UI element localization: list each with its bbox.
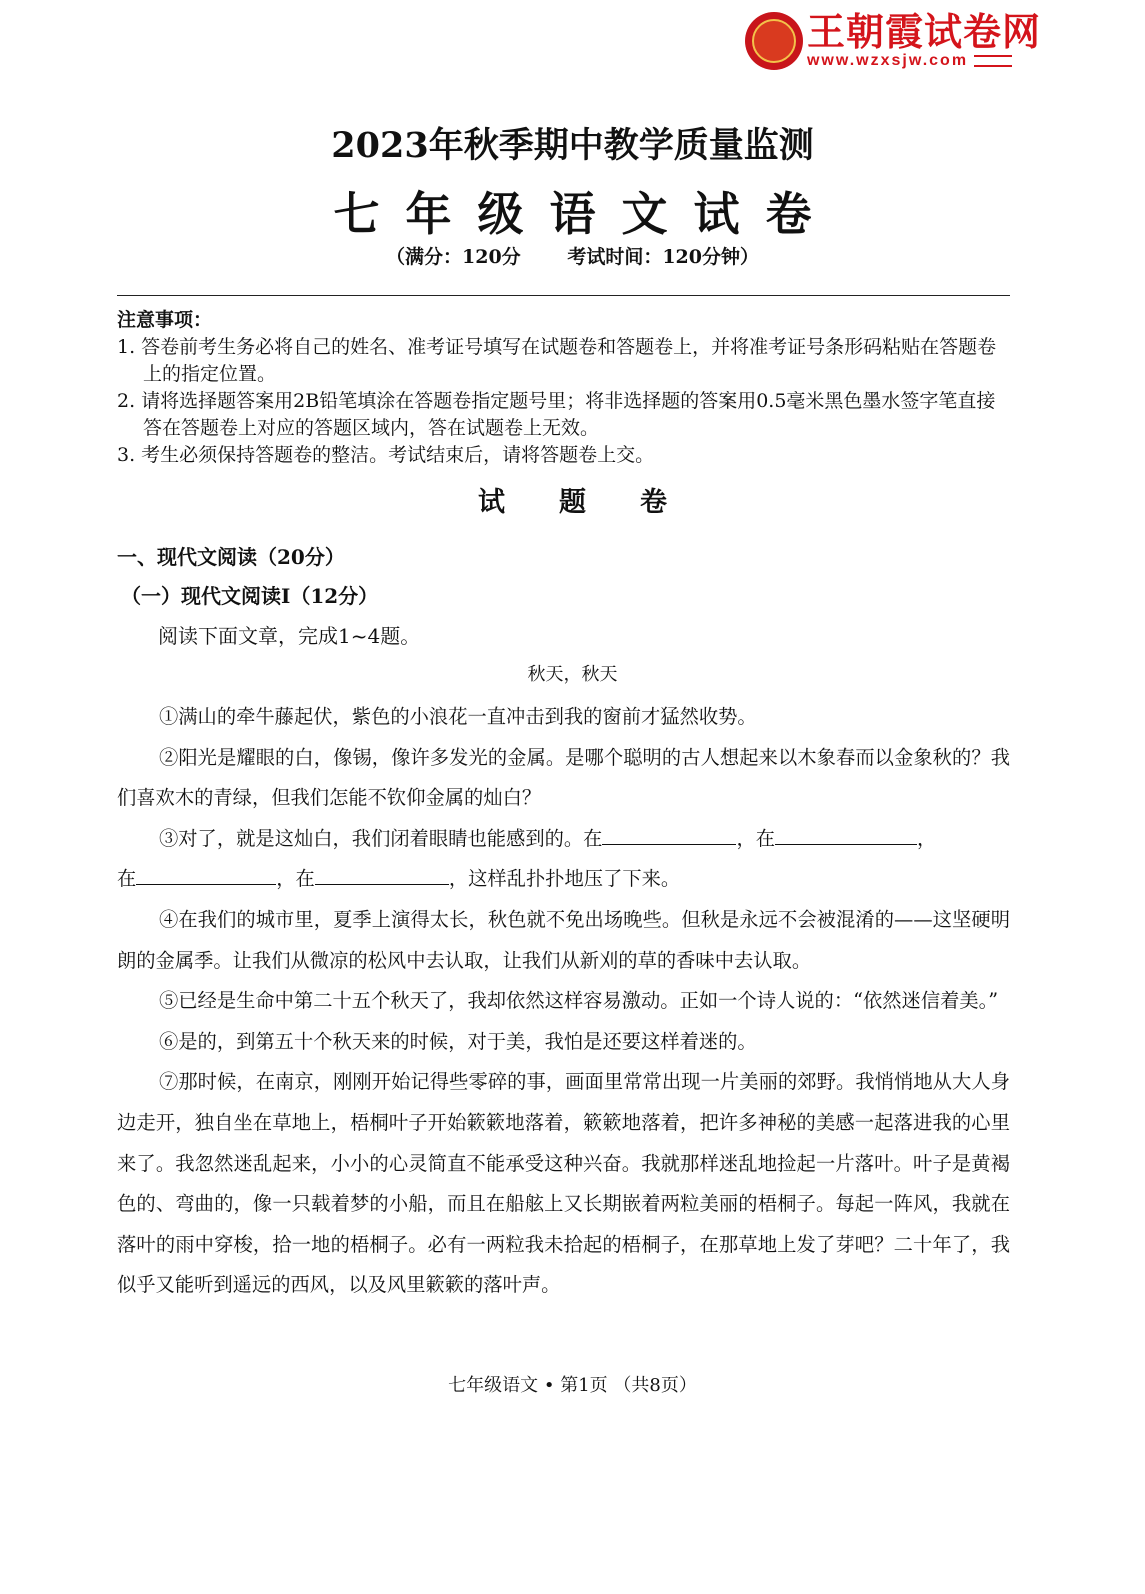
logo-seal-icon xyxy=(745,12,803,70)
note-item: 2. 请将选择题答案用2B铅笔填涂在答题卷指定题号里；将非选择题的答案用0.5毫米黑色墨水签字笔直接答在答题卷上对应的答题区域内，答在试题卷上无效。 xyxy=(117,390,996,439)
logo-lines-icon xyxy=(974,55,1012,67)
fill-blank-2[interactable] xyxy=(775,826,917,845)
paragraph-7: ⑦那时候，在南京，刚刚开始记得些零碎的事，画面里常常出现一片美丽的郊野。我悄悄地从大人身边走开，独自坐在草地上，梧桐叶子开始簌簌地落着，簌簌地落着，把许多神秘的美感一起落进我的心里来了。我忽然迷乱起来，小小的心灵简直不能承受这种兴奋。我就那样迷乱地捡起一片落叶。叶子是黄褐色的、弯曲的，像一只载着梦的小船，而且在船舷上又长期嵌着两粒美丽的梧桐子。每起一阵风，我就在落叶的雨中穿梭，拾一地的梧桐子。必有一两粒我未拾起的梧桐子，在那草地上发了芽吧？二十年了，我似乎又能听到遥远的西风，以及风里簌簌的落叶声。 xyxy=(117,1070,1010,1297)
paragraph-2: ②阳光是耀眼的白，像锡，像许多发光的金属。是哪个聪明的古人想起来以木象春而以金象秋的？我们喜欢木的青绿，但我们怎能不钦仰金属的灿白？ xyxy=(117,745,1010,810)
article-body xyxy=(117,697,1010,1306)
exam-subtitle: 七年级语文试卷 xyxy=(333,187,838,241)
section-heading: 一、现代文阅读（20分） xyxy=(117,545,345,569)
fill-blank-1[interactable] xyxy=(602,826,736,845)
paragraph-5: ⑤已经是生命中第二十五个秋天了，我却依然这样容易激动。正如一个诗人说的：“依然迷信着美。” xyxy=(159,989,999,1013)
site-logo xyxy=(745,12,1041,70)
notes-section xyxy=(117,307,1010,469)
exam-title: 2023年秋季期中教学质量监测 xyxy=(331,125,814,166)
paragraph-3-cont: 在 ，在 ，这样乱扑扑地压了下来。 xyxy=(117,867,681,891)
page-footer: 七年级语文 • 第1页 （共8页） xyxy=(448,1375,697,1396)
reading-instruction: 阅读下面文章，完成1~4题。 xyxy=(158,624,421,648)
subsection-heading: （一）现代文阅读Ⅰ（12分） xyxy=(121,584,379,608)
fill-blank-4[interactable] xyxy=(315,866,449,885)
note-item: 3. 考生必须保持答题卷的整洁。考试结束后，请将答题卷上交。 xyxy=(117,444,655,466)
article-title: 秋天，秋天 xyxy=(527,664,618,685)
paragraph-4: ④在我们的城市里，夏季上演得太长，秋色就不免出场晚些。但秋是永远不会被混淆的——这坚硬明朗的金属季。让我们从微凉的松风中去认取，让我们从新刈的草的香味中去认取。 xyxy=(117,907,1010,972)
paragraph-6: ⑥是的，到第五十个秋天来的时候，对于美，我怕是还要这样着迷的。 xyxy=(159,1029,757,1053)
paragraph-1: ①满山的牵牛藤起伏，紫色的小浪花一直冲击到我的窗前才猛然收势。 xyxy=(159,705,757,728)
exam-time: 考试时间：120分钟） xyxy=(567,246,759,268)
logo-site-name: 王朝霞试卷网 xyxy=(806,10,1041,54)
exam-info xyxy=(0,242,1145,269)
paper-title: 试题卷 xyxy=(478,487,721,518)
logo-url: www.wzxsjw.com xyxy=(806,52,969,69)
paragraph-3: ③对了，就是这灿白，我们闭着眼睛也能感到的。在 ，在 ， xyxy=(159,826,937,850)
note-item: 1. 答卷前考生务必将自己的姓名、准考证号填写在试题卷和答题卷上，并将准考证号条形码粘贴在答题卷上的指定位置。 xyxy=(117,336,997,385)
fill-blank-3[interactable] xyxy=(136,866,276,885)
notes-heading: 注意事项： xyxy=(117,309,213,331)
full-score: （满分：120分 xyxy=(386,246,521,268)
header-divider xyxy=(117,295,1010,296)
